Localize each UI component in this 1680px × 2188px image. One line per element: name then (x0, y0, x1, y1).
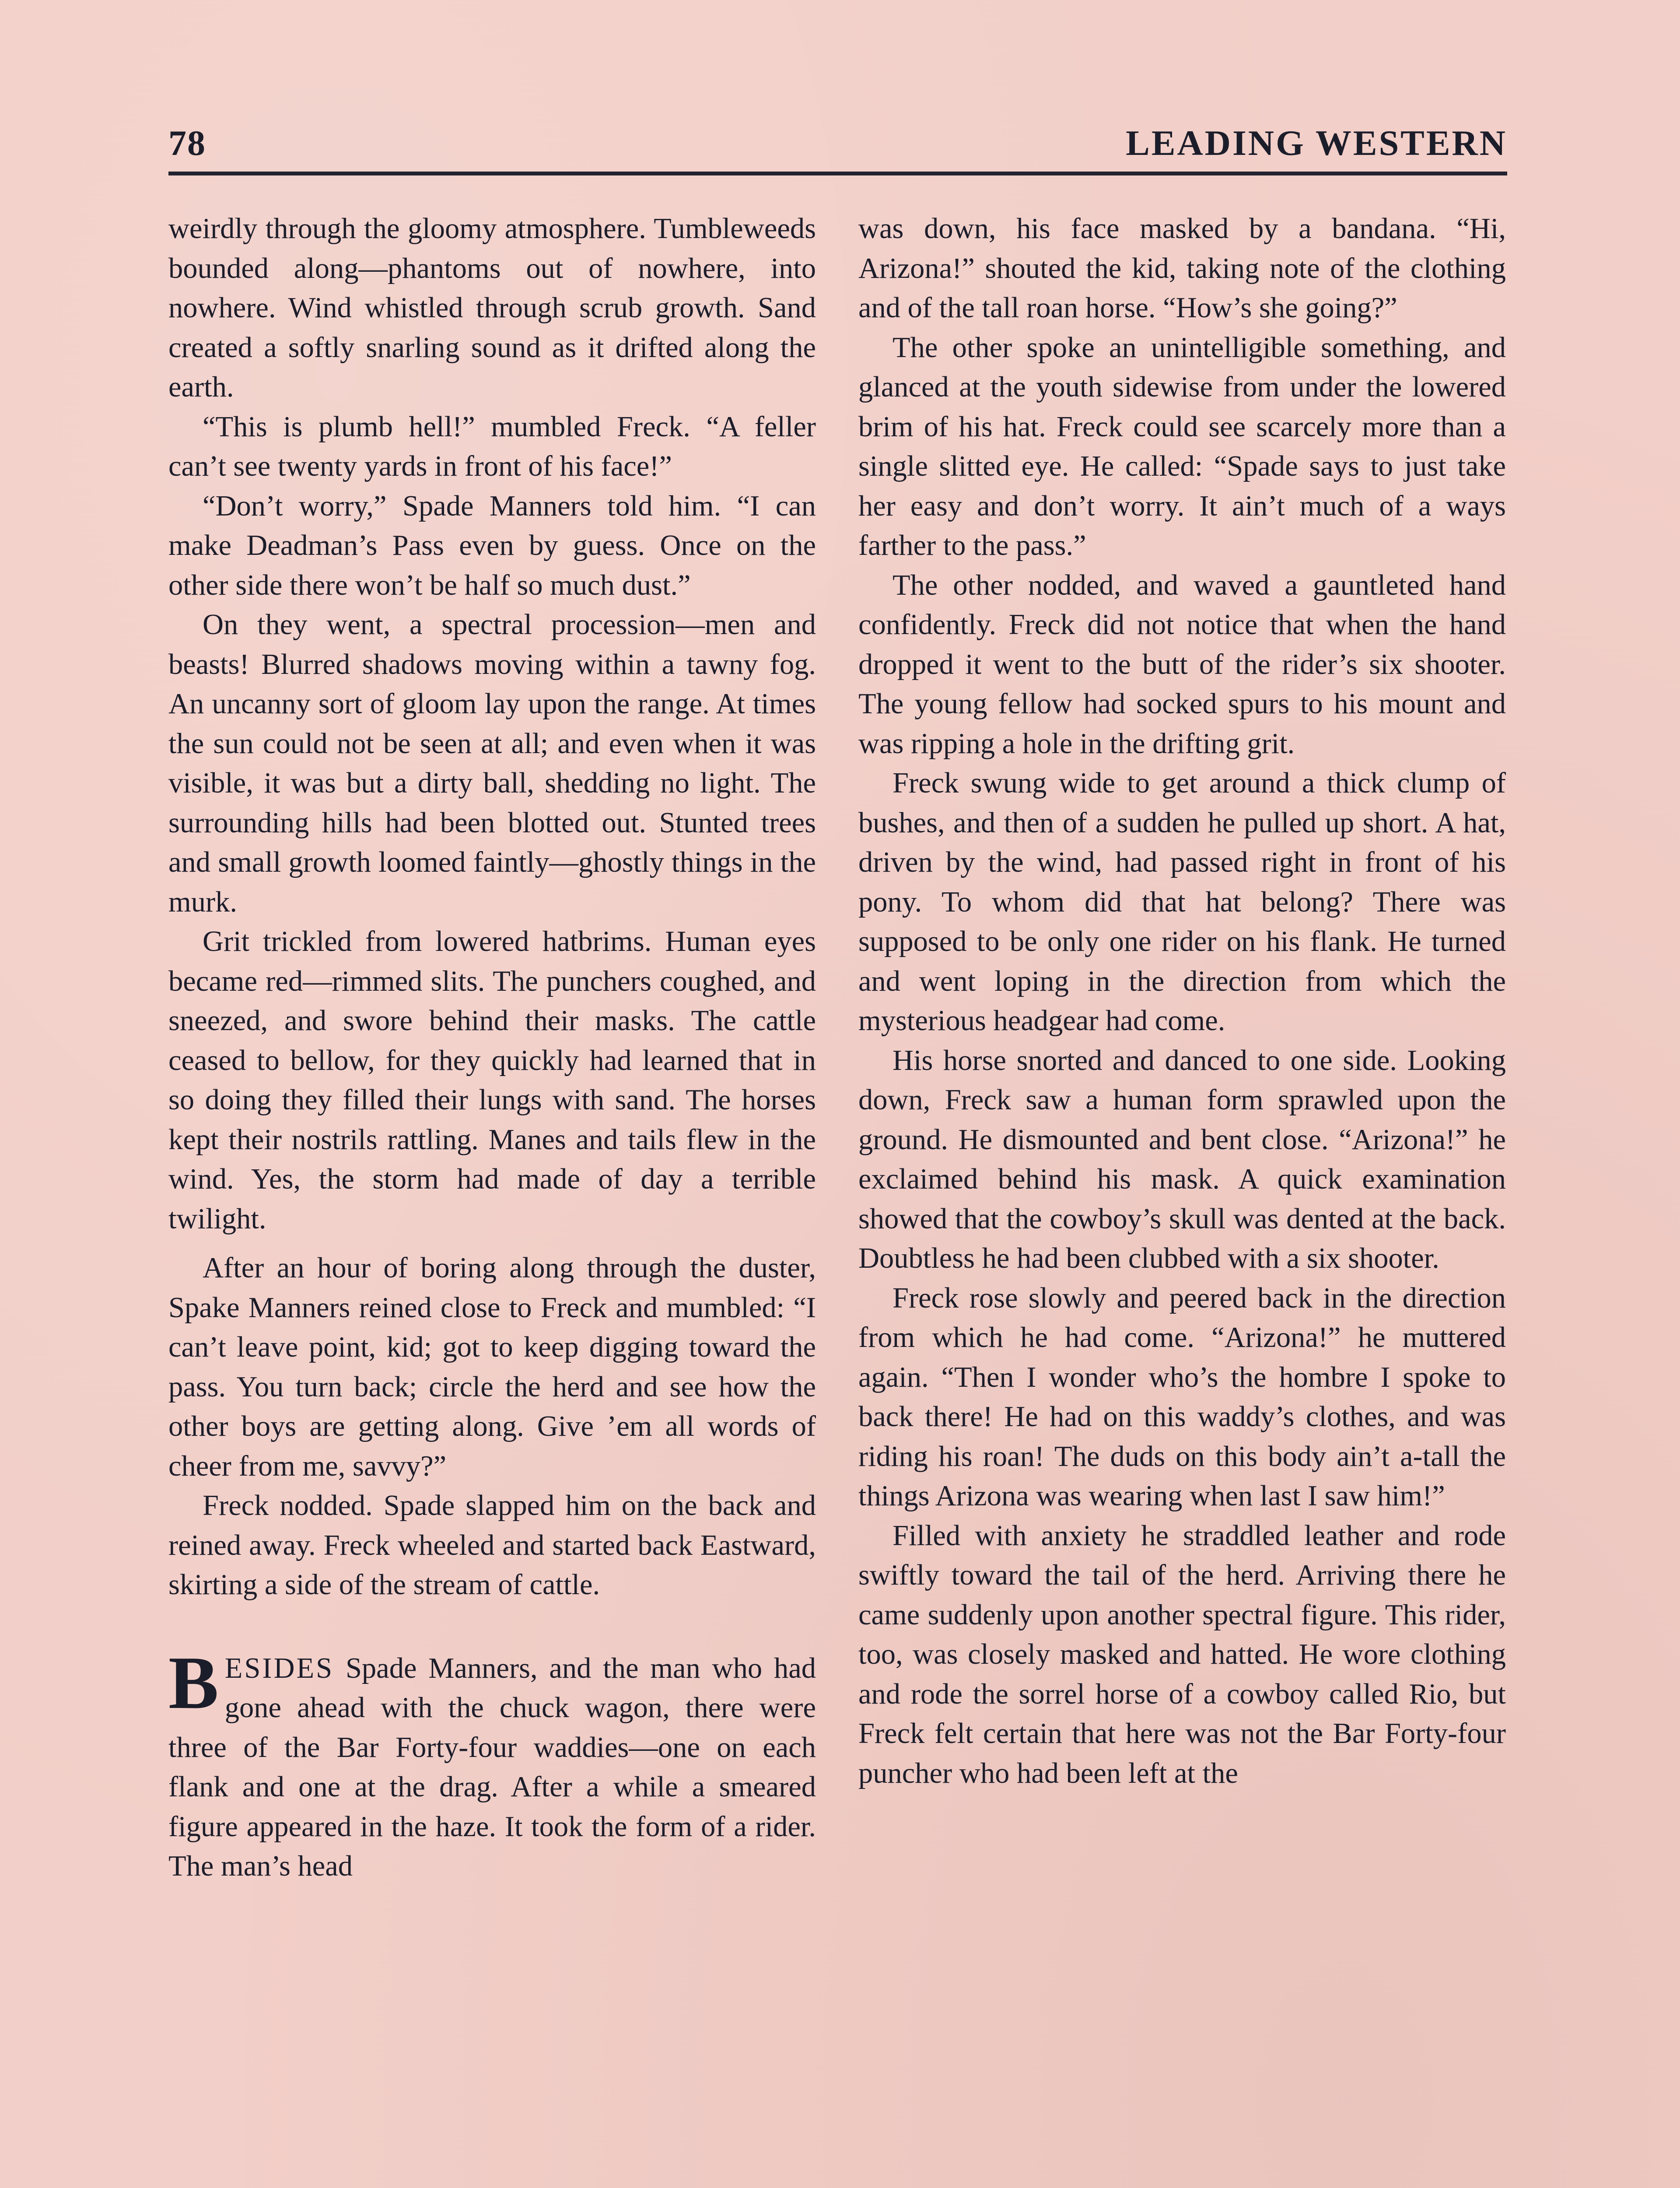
paragraph: After an hour of boring along through the duster, Spake Manners reined close to Freck and mumbled: “I can’t leave point, kid; got to keep digging toward the pass. You turn back; circle the herd and see how the other boys are getting along. Give ’em all words of cheer from me, savvy?” (168, 1252, 816, 1482)
paragraph: The other spoke an unintelligible something, and glanced at the youth sidewise from under the lowered brim of his hat. Freck could see scarcely more than a single slitted eye. He called: “Spade says to just take her easy and don’t worry. It ain’t much of a ways farther to the pass.” (858, 331, 1506, 561)
page-header (168, 123, 1507, 179)
drop-cap: B (168, 1641, 219, 1725)
paragraph: The other nodded, and waved a gauntleted hand confidently. Freck did not notice that when the hand dropped it went to the butt of the rider’s six shooter. The young fellow had socked spurs to his mount and was ripping a hole in the drifting grit. (858, 569, 1506, 760)
paragraph: “This is plumb hell!” mumbled Freck. “A feller can’t see twenty yards in front of his face!” (168, 410, 816, 482)
magazine-title: LEADING WESTERN (1126, 123, 1507, 163)
paragraph: weirdly through the gloomy atmosphere. Tumbleweeds bounded along—phantoms out of nowhere, into nowhere. Wind whistled through scrub growth. Sand created a softly snarling sound as it drifted along the earth. (168, 213, 816, 403)
section-lead-word: ESIDES (224, 1652, 334, 1684)
paragraph: Freck swung wide to get around a thick clump of bushes, and then of a sudden he pulled up short. A hat, driven by the wind, had passed right in front of his pony. To whom did that hat belong? There was supposed to be only one rider on his flank. He turned and went loping in the direction from which the mysterious headgear had come. (858, 767, 1506, 1037)
paragraph: “Don’t worry,” Spade Manners told him. “I can make Deadman’s Pass even by guess. Once on the other side there won’t be half so much dust.” (168, 490, 816, 601)
paragraph: Freck nodded. Spade slapped him on the back and reined away. Freck wheeled and started back Eastward, skirting a side of the stream of cattle. (168, 1490, 816, 1601)
page-number: 78 (168, 123, 206, 163)
paragraph: Grit trickled from lowered hatbrims. Human eyes became red—rimmed slits. The punchers coughed, and sneezed, and swore behind their masks. The cattle ceased to bellow, for they quickly had learned that in so doing they filled their lungs with sand. The horses kept their nostrils rattling. Manes and tails flew in the wind. Yes, the storm had made of day a terrible twilight. (168, 926, 816, 1235)
paragraph: His horse snorted and danced to one side. Looking down, Freck saw a human form sprawled upon the ground. He dismounted and bent close. “Arizona!” he exclaimed behind his mask. A quick examination showed that the cowboy’s skull was dented at the back. Doubtless he had been clubbed with a six shooter. (858, 1044, 1506, 1274)
paragraph: was down, his face masked by a bandana. “Hi, Arizona!” shouted the kid, taking note of the clothing and of the tall roan horse. “How’s she going?” (858, 213, 1506, 324)
header-rule (168, 172, 1507, 175)
paragraph: Freck rose slowly and peered back in the direction from which he had come. “Arizona!” he muttered again. “Then I wonder who’s the hombre I spoke to back there! He had on this waddy’s clothes, and was riding his roan! The duds on this body ain’t a-tall the things Arizona was wearing when last I saw him!” (858, 1282, 1506, 1512)
section-text: Spade Manners, and the man who had gone ahead with the chuck wagon, there were three of the Bar Forty-four waddies—one on each flank and one at the drag. After a while a smeared figure appeared in the haze. It took the form of a rider. The man’s head (168, 1652, 816, 1882)
right-column (858, 209, 1506, 1793)
paragraph: On they went, a spectral procession—men and beasts! Blurred shadows moving within a tawny fog. An uncanny sort of gloom lay upon the range. At times the sun could not be seen at all; and even when it was visible, it was but a dirty ball, shedding no light. The surrounding hills had been blotted out. Stunted trees and small growth loomed faintly—ghostly things in the murk. (168, 609, 816, 918)
section-paragraph (168, 1641, 816, 1886)
paragraph: Filled with anxiety he straddled leather and rode swiftly toward the tail of the herd. Arriving there he came suddenly upon another spectral figure. This rider, too, was closely masked and hatted. He wore clothing and rode the sorrel horse of a cowboy called Rio, but Freck felt certain that here was not the Bar Forty-four puncher who had been left at the (858, 1519, 1506, 1789)
left-column (168, 209, 816, 1886)
